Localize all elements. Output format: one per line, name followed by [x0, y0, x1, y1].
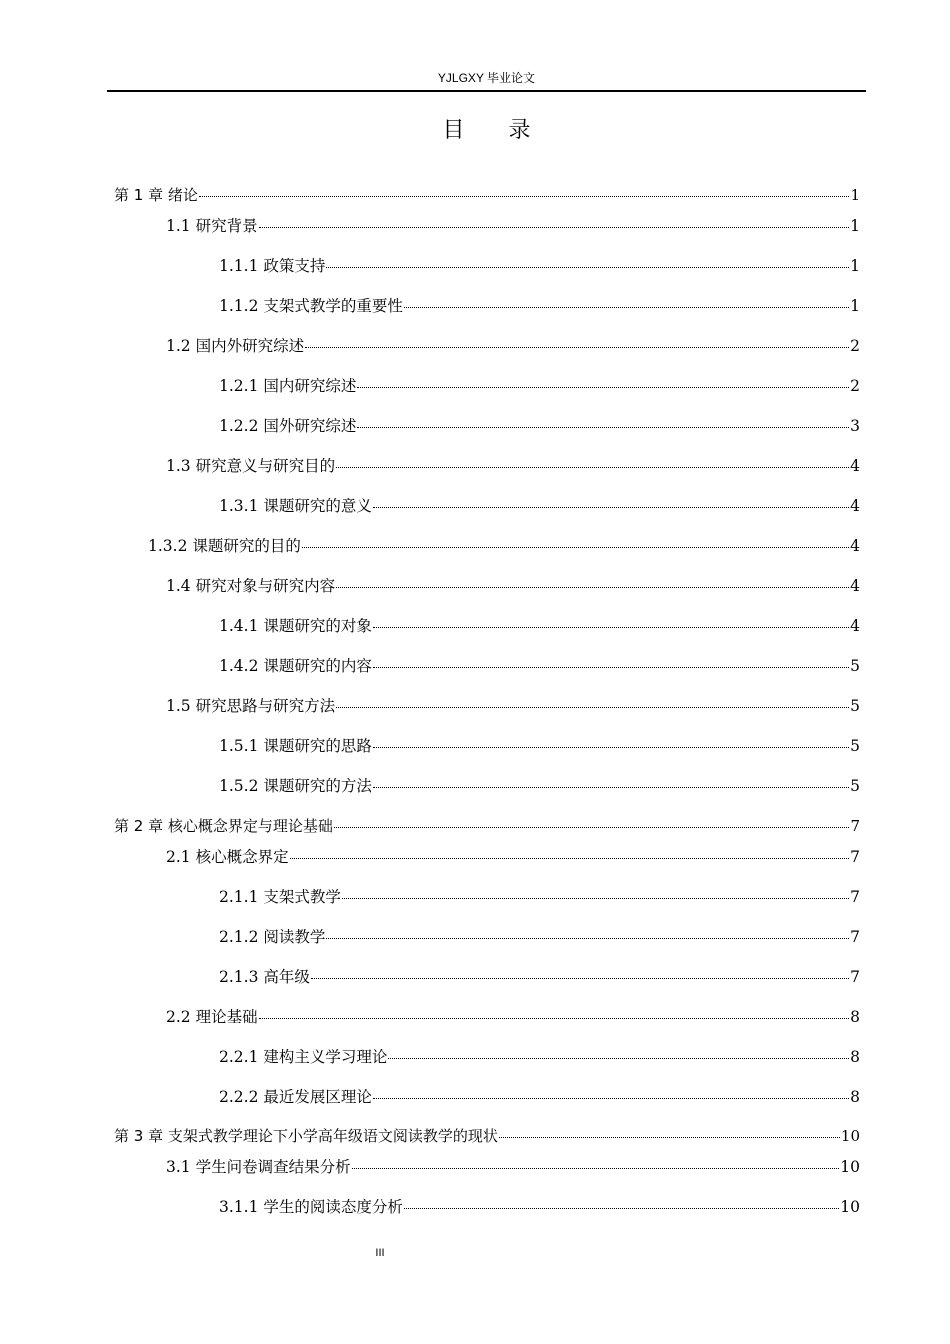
toc-entry-label: 1.3.1 课题研究的意义 [219, 497, 372, 515]
toc-entry-label: 3.1 学生问卷调查结果分析 [166, 1158, 351, 1176]
toc-entry[interactable] [219, 495, 860, 517]
header-text: YJLGXY 毕业论文 [437, 71, 536, 85]
toc-entry-label: 第 2 章 核心概念界定与理论基础 [114, 817, 333, 835]
toc-entry-label: 第 1 章 绪论 [114, 186, 198, 204]
toc-entry[interactable] [166, 1006, 860, 1028]
toc-dot-leader [302, 547, 849, 548]
toc-entry-page-number: 5 [850, 737, 860, 755]
toc-entry[interactable] [166, 215, 860, 237]
toc-dot-leader [334, 827, 850, 828]
toc-entry-label: 1.1.1 政策支持 [219, 257, 326, 275]
toc-entry-page-number: 4 [850, 577, 860, 595]
toc-dot-leader [199, 196, 850, 197]
toc-entry[interactable] [166, 1156, 860, 1178]
toc-dot-leader [336, 467, 849, 468]
toc-entry-label: 1.1.2 支架式教学的重要性 [219, 297, 403, 315]
toc-dot-leader [373, 667, 849, 668]
toc-entry-page-number: 10 [840, 1198, 860, 1216]
toc-entry[interactable] [219, 375, 860, 397]
toc-dot-leader [259, 227, 850, 228]
toc-entry[interactable] [219, 926, 860, 948]
toc-entry-page-number: 5 [850, 697, 860, 715]
toc-dot-leader [373, 787, 849, 788]
toc-entry-label: 2.2.1 建构主义学习理论 [219, 1048, 388, 1066]
toc-dot-leader [336, 587, 849, 588]
toc-entry[interactable] [219, 1196, 860, 1218]
toc-entry-page-number: 7 [850, 848, 860, 866]
toc-entry-page-number: 7 [850, 928, 860, 946]
toc-entry-page-number: 8 [850, 1048, 860, 1066]
toc-entry-page-number: 3 [850, 417, 860, 435]
toc-entry-page-number: 5 [850, 777, 860, 795]
toc-entry-label: 1.2 国内外研究综述 [166, 337, 305, 355]
toc-entry-label: 1.5.1 课题研究的思路 [219, 737, 372, 755]
toc-entry[interactable] [148, 535, 860, 557]
page-footer [0, 1247, 760, 1259]
toc-entry[interactable] [219, 655, 860, 677]
toc-entry-page-number: 10 [840, 1127, 860, 1145]
toc-dot-leader [290, 858, 850, 859]
toc-chapter-entry[interactable] [114, 184, 860, 206]
toc-entry-page-number: 8 [850, 1088, 860, 1106]
toc-dot-leader [342, 898, 849, 899]
toc-dot-leader [388, 1058, 849, 1059]
toc-entry[interactable] [166, 455, 860, 477]
toc-entry[interactable] [219, 775, 860, 797]
toc-entry-label: 2.2 理论基础 [166, 1008, 258, 1026]
toc-dot-leader [326, 938, 849, 939]
toc-entry-label: 1.1 研究背景 [166, 217, 258, 235]
toc-entry-label: 1.4.2 课题研究的内容 [219, 657, 372, 675]
toc-dot-leader [311, 978, 849, 979]
toc-entry[interactable] [166, 335, 860, 357]
toc-chapter-entry[interactable] [114, 815, 860, 837]
toc-entry-label: 2.1.2 阅读教学 [219, 928, 326, 946]
toc-entry-label: 1.2.2 国外研究综述 [219, 417, 357, 435]
toc-entry[interactable] [219, 295, 860, 317]
toc-entry[interactable] [166, 695, 860, 717]
toc-entry-page-number: 1 [850, 257, 860, 275]
toc-entry-page-number: 4 [850, 537, 860, 555]
toc-entry-page-number: 7 [850, 817, 860, 835]
toc-dot-leader [259, 1018, 850, 1019]
page-number: III [375, 1247, 385, 1259]
page-header [107, 70, 866, 92]
toc-dot-leader [373, 1098, 849, 1099]
toc-entry[interactable] [219, 735, 860, 757]
toc-entry-label: 2.1.3 高年级 [219, 968, 310, 986]
toc-entry-page-number: 8 [850, 1008, 860, 1026]
toc-entry-page-number: 4 [850, 497, 860, 515]
toc-entry-label: 第 3 章 支架式教学理论下小学高年级语文阅读教学的现状 [114, 1127, 498, 1145]
toc-entry[interactable] [219, 1046, 860, 1068]
toc-entry[interactable] [219, 886, 860, 908]
toc-entry[interactable] [219, 415, 860, 437]
toc-entry[interactable] [219, 255, 860, 277]
toc-dot-leader [336, 707, 849, 708]
toc-title: 目录 [442, 118, 575, 143]
toc-entry-page-number: 1 [850, 297, 860, 315]
toc-dot-leader [326, 267, 849, 268]
toc-entry-page-number: 7 [850, 888, 860, 906]
toc-entry-label: 1.2.1 国内研究综述 [219, 377, 357, 395]
toc-dot-leader [352, 1168, 840, 1169]
toc-dot-leader [373, 747, 849, 748]
toc-dot-leader [499, 1137, 840, 1138]
toc-entry-label: 2.2.2 最近发展区理论 [219, 1088, 372, 1106]
toc-entry-page-number: 5 [850, 657, 860, 675]
toc-dot-leader [404, 307, 849, 308]
toc-dot-leader [357, 387, 849, 388]
toc-entry-page-number: 1 [850, 186, 860, 204]
toc-entry-page-number: 10 [840, 1158, 860, 1176]
toc-entry-page-number: 2 [850, 337, 860, 355]
toc-entry-label: 1.3 研究意义与研究目的 [166, 457, 336, 475]
toc-chapter-entry[interactable] [114, 1125, 860, 1147]
toc-dot-leader [305, 347, 849, 348]
toc-entry-page-number: 4 [850, 457, 860, 475]
toc-entry[interactable] [166, 575, 860, 597]
toc-entry-label: 1.5 研究思路与研究方法 [166, 697, 336, 715]
toc-entry-page-number: 2 [850, 377, 860, 395]
toc-entry-label: 2.1 核心概念界定 [166, 848, 289, 866]
toc-entry-label: 1.4 研究对象与研究内容 [166, 577, 336, 595]
toc-entry-label: 3.1.1 学生的阅读态度分析 [219, 1198, 403, 1216]
toc-dot-leader [373, 507, 849, 508]
toc-entry[interactable] [166, 846, 860, 868]
toc-dot-leader [373, 627, 849, 628]
toc-entry-page-number: 4 [850, 617, 860, 635]
toc-entry-label: 1.4.1 课题研究的对象 [219, 617, 372, 635]
toc-entry-label: 2.1.1 支架式教学 [219, 888, 341, 906]
toc-entry-page-number: 1 [850, 217, 860, 235]
toc-entry[interactable] [219, 615, 860, 637]
toc-entry-page-number: 7 [850, 968, 860, 986]
toc-dot-leader [404, 1208, 839, 1209]
toc-entry[interactable] [219, 1086, 860, 1108]
toc-entry[interactable] [219, 966, 860, 988]
toc-dot-leader [357, 427, 849, 428]
toc-entry-label: 1.3.2 课题研究的目的 [148, 537, 301, 555]
toc-entry-label: 1.5.2 课题研究的方法 [219, 777, 372, 795]
